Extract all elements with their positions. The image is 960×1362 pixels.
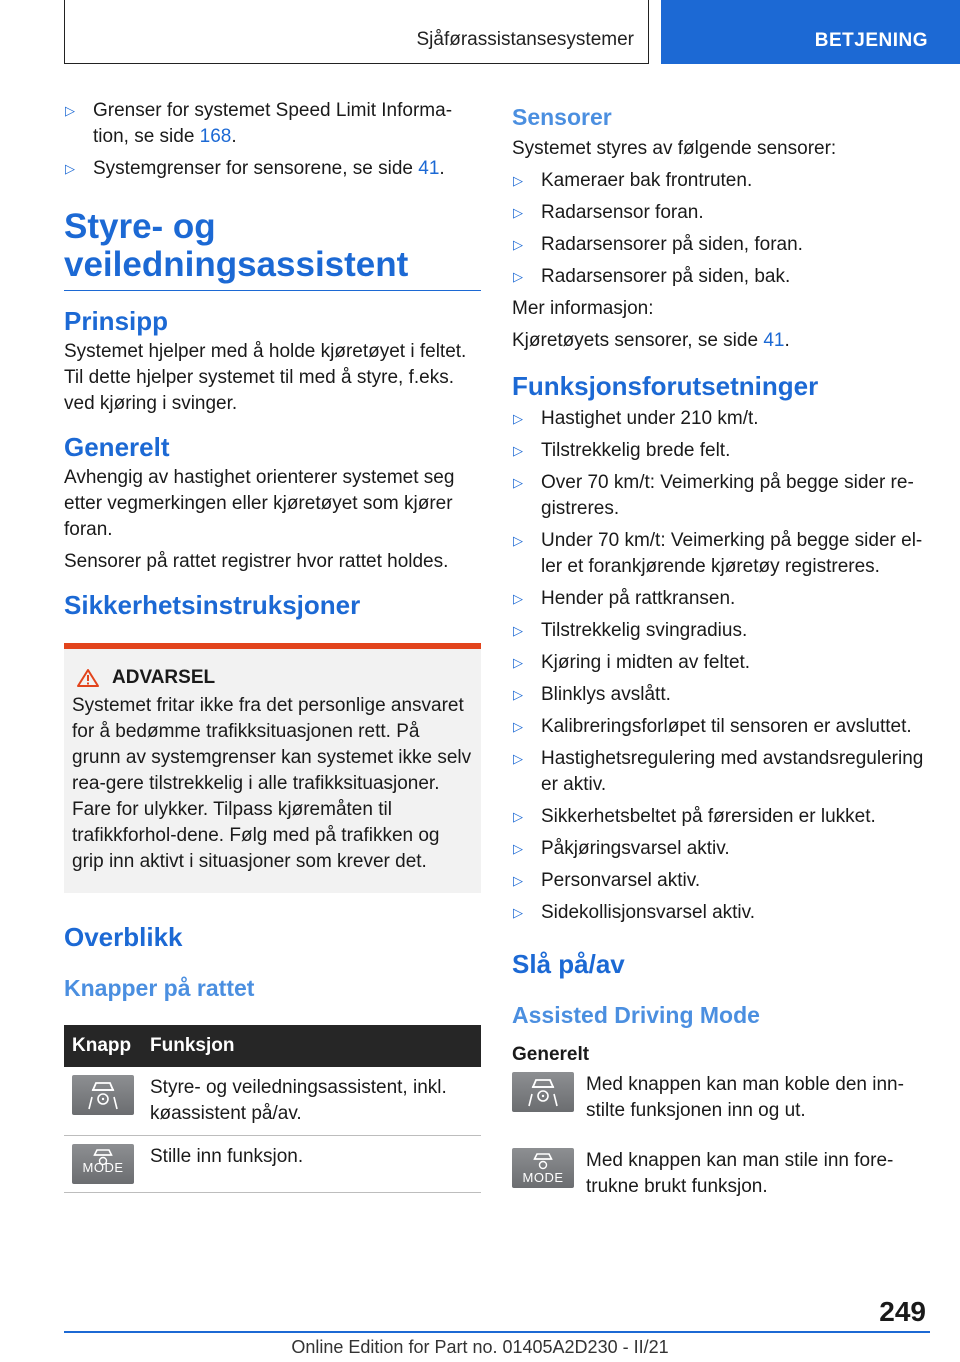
general-heading: Generelt	[64, 432, 170, 462]
warning-title: ADVARSEL	[112, 667, 216, 688]
mode-button-icon	[72, 1144, 134, 1184]
steering-assist-button-icon	[512, 1072, 574, 1112]
requirements-list	[512, 406, 930, 926]
bullet-triangle-icon: ▷	[513, 809, 523, 824]
bullet-triangle-icon: ▷	[513, 443, 523, 458]
bullet-triangle-icon: ▷	[513, 533, 523, 548]
mode-button-icon	[512, 1148, 574, 1188]
left-column	[64, 98, 481, 1193]
onoff-general-heading: Generelt	[512, 1044, 590, 1065]
intro-bullet-list	[64, 98, 481, 182]
bullet-triangle-icon: ▷	[513, 475, 523, 490]
bullet-triangle-icon: ▷	[513, 719, 523, 734]
safety-heading: Sikkerhetsinstruksjoner	[64, 590, 361, 620]
bullet-triangle-icon: ▷	[513, 687, 523, 702]
right-column	[512, 98, 930, 1224]
mode-label: MODE	[82, 1160, 124, 1175]
page-number: 249	[879, 1296, 926, 1327]
bullet-triangle-icon: ▷	[513, 269, 523, 284]
sensors-list	[512, 168, 930, 290]
bullet-triangle-icon: ▷	[513, 173, 523, 188]
bullet-triangle-icon: ▷	[65, 161, 75, 176]
bullet-triangle-icon: ▷	[513, 655, 523, 670]
bullet-triangle-icon: ▷	[513, 411, 523, 426]
general-text-2: Sensorer på rattet registrer hvor rattet holdes.	[64, 551, 449, 572]
list-item: ▷ Personvarsel aktiv.	[512, 868, 930, 894]
overview-heading: Overblikk	[64, 922, 183, 952]
section-title: BETJENING	[814, 30, 928, 51]
onoff-button-row	[512, 1072, 930, 1130]
table-cell	[64, 1067, 142, 1136]
page-link[interactable]: 168	[199, 126, 232, 147]
table-row	[64, 1067, 481, 1136]
sensors-heading: Sensorer	[512, 104, 612, 130]
bullet-triangle-icon: ▷	[513, 751, 523, 766]
principle-heading: Prinsipp	[64, 306, 169, 336]
bullet-triangle-icon: ▷	[513, 237, 523, 252]
table-cell: Stille inn funksjon.	[142, 1136, 481, 1193]
assisted-driving-subheading: Assisted Driving Mode	[512, 1002, 760, 1028]
list-item: ▷ Påkjøringsvarsel aktiv.	[512, 836, 930, 862]
requirements-heading: Funksjonsforutsetninger	[512, 371, 819, 401]
list-item: ▷ Tilstrekkelig brede felt.	[512, 438, 930, 464]
list-item: ▷ Sikkerhetsbeltet på førersiden er lukket.	[512, 804, 930, 830]
table-header-row	[64, 1025, 481, 1067]
onoff-heading: Slå på/av	[512, 949, 625, 979]
list-item: ▷ Under 70 km/t: Veimerking på begge sider el-ler et forankjørende kjøretøy registreres.	[513, 530, 923, 577]
bullet-triangle-icon: ▷	[65, 103, 75, 118]
more-info-label: Mer informasjon:	[512, 298, 654, 319]
table-row	[64, 1136, 481, 1193]
warning-triangle-icon	[76, 668, 100, 688]
list-item: ▷ Systemgrenser for sensorene, se side 41.	[64, 156, 481, 182]
buttons-table	[64, 1025, 481, 1193]
header-section-tab[interactable]	[661, 0, 960, 64]
list-item: ▷ Radarsensor foran.	[512, 200, 930, 226]
warning-box	[64, 643, 481, 893]
steering-assist-button-icon	[72, 1075, 134, 1115]
general-text-1: Avhengig av hastighet orienterer systemet seg etter vegmerkingen eller kjøretøyet som kjører foran.	[64, 467, 455, 540]
buttons-subheading: Knapper på rattet	[64, 975, 255, 1001]
bullet-triangle-icon: ▷	[513, 873, 523, 888]
list-item: ▷ Kjøring i midten av feltet.	[512, 650, 930, 676]
column-header: Knapp	[64, 1025, 142, 1067]
principle-text: Systemet hjelper med å holde kjøretøyet i feltet. Til dette hjelper systemet til med å styre, f.eks. ved kjøring i svinger.	[64, 341, 467, 414]
bullet-triangle-icon: ▷	[513, 905, 523, 920]
table-cell: Styre- og veiledningsassistent, inkl. køassistent på/av.	[142, 1067, 481, 1136]
bullet-triangle-icon: ▷	[513, 205, 523, 220]
list-item: ▷ Radarsensorer på siden, foran.	[512, 232, 930, 258]
chapter-title: Sjåførassistansesystemer	[416, 29, 634, 50]
list-item: ▷ Hender på rattkransen.	[512, 586, 930, 612]
list-item: ▷ Kameraer bak frontruten.	[512, 168, 930, 194]
bullet-triangle-icon: ▷	[513, 591, 523, 606]
sensors-intro: Systemet styres av følgende sensorer:	[512, 138, 837, 159]
mode-button-row	[512, 1148, 930, 1206]
onoff-text: Med knappen kan man koble den inn-stilte funksjonen inn og ut.	[586, 1074, 904, 1121]
main-heading: Styre- og veiledningsassistent	[64, 208, 481, 291]
bullet-triangle-icon: ▷	[513, 841, 523, 856]
list-item: ▷ Grenser for systemet Speed Limit Informa-tion, se side 168.	[65, 100, 453, 147]
list-item: ▷ Blinklys avslått.	[512, 682, 930, 708]
bullet-triangle-icon: ▷	[513, 623, 523, 638]
list-item: ▷ Hastighetsregulering med avstandsregulering er aktiv.	[513, 748, 924, 795]
header-chapter-box	[64, 0, 649, 64]
warning-header	[72, 667, 473, 689]
page-link[interactable]: 41	[418, 158, 440, 179]
table-cell	[64, 1136, 142, 1193]
warning-text: Systemet fritar ikke fra det personlige ansvaret for å bedømme trafikksituasjonen rett. På grunn av systemgrenser kan systemet ikke selv rea-gere tilstrekkelig i alle trafikksituasjoner. Fare for ulykker. Tilpass kjøremåten til trafikkforhol-dene. Følg med på trafikken og grip inn aktivt i situasjoner som krever det.	[72, 695, 472, 872]
sensors-reference: Kjøretøyets sensorer, se side 41.	[512, 330, 790, 351]
mode-text: Med knappen kan man stile inn fore-trukne brukt funksjon.	[586, 1150, 894, 1197]
footer-divider	[64, 1331, 930, 1333]
list-item: ▷ Tilstrekkelig svingradius.	[512, 618, 930, 644]
list-item: ▷ Hastighet under 210 km/t.	[512, 406, 930, 432]
column-header: Funksjon	[142, 1025, 481, 1067]
list-item: ▷ Kalibreringsforløpet til sensoren er avsluttet.	[512, 714, 930, 740]
page-link[interactable]: 41	[763, 330, 785, 351]
list-item: ▷ Over 70 km/t: Veimerking på begge sider re-gistreres.	[513, 472, 914, 519]
mode-label: MODE	[522, 1170, 564, 1185]
list-item: ▷ Radarsensorer på siden, bak.	[512, 264, 930, 290]
footer-edition: Online Edition for Part no. 01405A2D230 - II/21	[291, 1337, 669, 1357]
list-item: ▷ Sidekollisjonsvarsel aktiv.	[512, 900, 930, 926]
